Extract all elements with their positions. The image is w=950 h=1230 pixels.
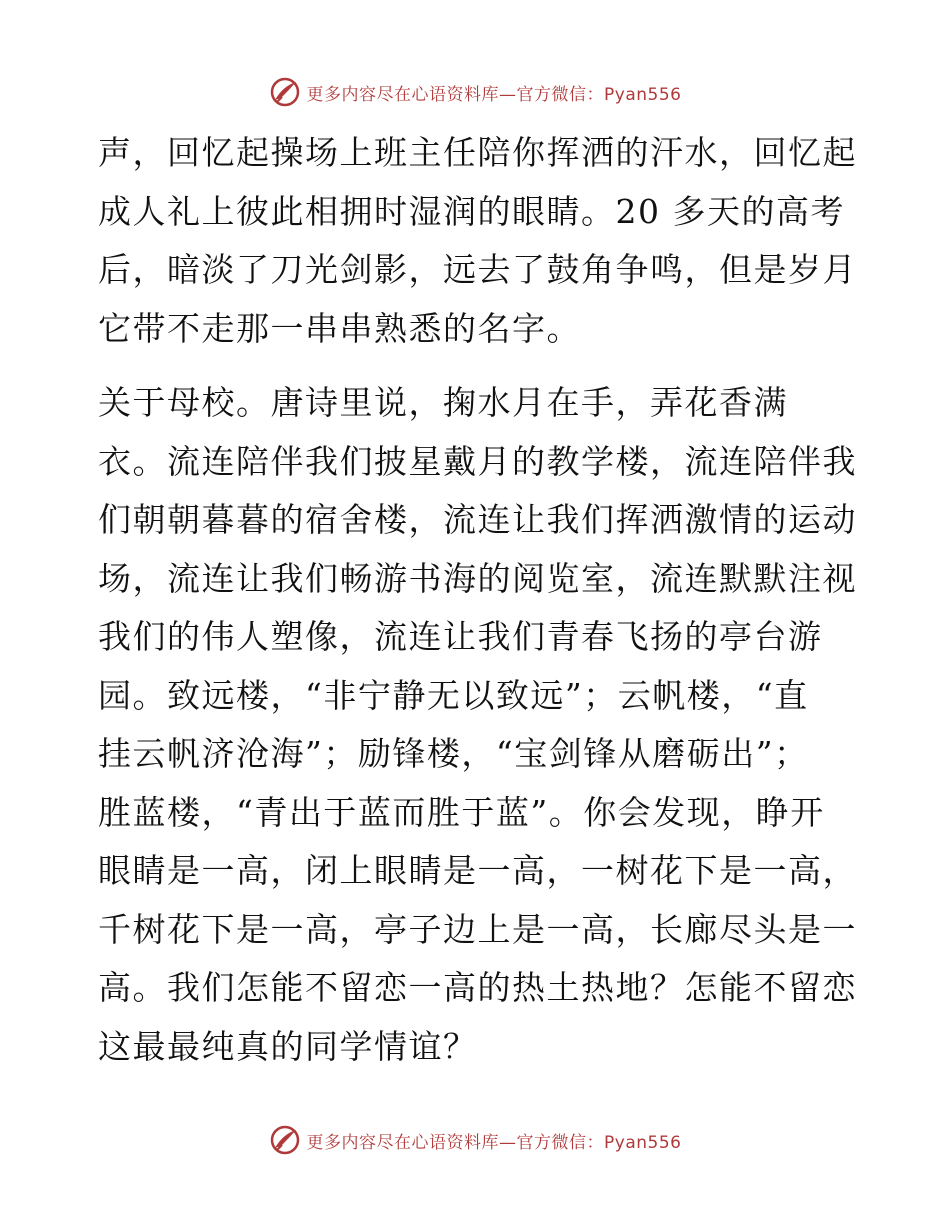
pen-logo-icon bbox=[269, 76, 301, 108]
text-line: 后，暗淡了刀光剑影，远去了鼓角争鸣，但是岁月 bbox=[98, 250, 857, 289]
footer-watermark bbox=[0, 1118, 950, 1162]
text-line: 衣。流连陪伴我们披星戴月的教学楼，流连陪伴我 bbox=[98, 441, 857, 481]
text-line: 胜蓝楼，“青出于蓝而胜于蓝”。你会发现，睁开 bbox=[98, 792, 825, 832]
text-line: 这最最纯真的同学情谊？ bbox=[98, 1026, 478, 1066]
watermark-text: 更多内容尽在心语资料库—官方微信：Pyan556 bbox=[306, 84, 682, 105]
text-line: 场，流连让我们畅游书海的阅览室，流连默默注视 bbox=[98, 558, 857, 598]
paragraph bbox=[98, 374, 858, 1076]
text-line: 千树花下是一高，亭子边上是一高，长廊尽头是一 bbox=[98, 909, 857, 949]
text-line: 园。致远楼，“非宁静无以致远”；云帆楼，“直 bbox=[98, 675, 809, 715]
text-line: 挂云帆济沧海”；励锋楼，“宝剑锋从磨砺出”； bbox=[98, 734, 809, 773]
pen-logo-icon bbox=[269, 1124, 301, 1156]
text-line: 它带不走那一串串熟悉的名字。 bbox=[98, 308, 581, 348]
text-line: 声，回忆起操场上班主任陪你挥洒的汗水，回忆起 bbox=[98, 133, 857, 172]
text-line: 我们的伟人塑像，流连让我们青春飞扬的亭台游 bbox=[98, 617, 823, 656]
header-watermark bbox=[0, 70, 950, 114]
text-line: 眼睛是一高，闭上眼睛是一高，一树花下是一高， bbox=[98, 851, 857, 890]
text-line: 成人礼上彼此相拥时湿润的眼睛。20 多天的高考 bbox=[98, 191, 845, 231]
text-line: 关于母校。唐诗里说，掬水月在手，弄花香满 bbox=[98, 383, 788, 422]
paragraph bbox=[98, 124, 858, 358]
document-body bbox=[98, 124, 858, 1076]
text-line: 们朝朝暮暮的宿舍楼，流连让我们挥洒激情的运动 bbox=[98, 500, 857, 539]
watermark-text: 更多内容尽在心语资料库—官方微信：Pyan556 bbox=[306, 1132, 682, 1153]
text-line: 高。我们怎能不留恋一高的热土热地？怎能不留恋 bbox=[98, 968, 857, 1007]
